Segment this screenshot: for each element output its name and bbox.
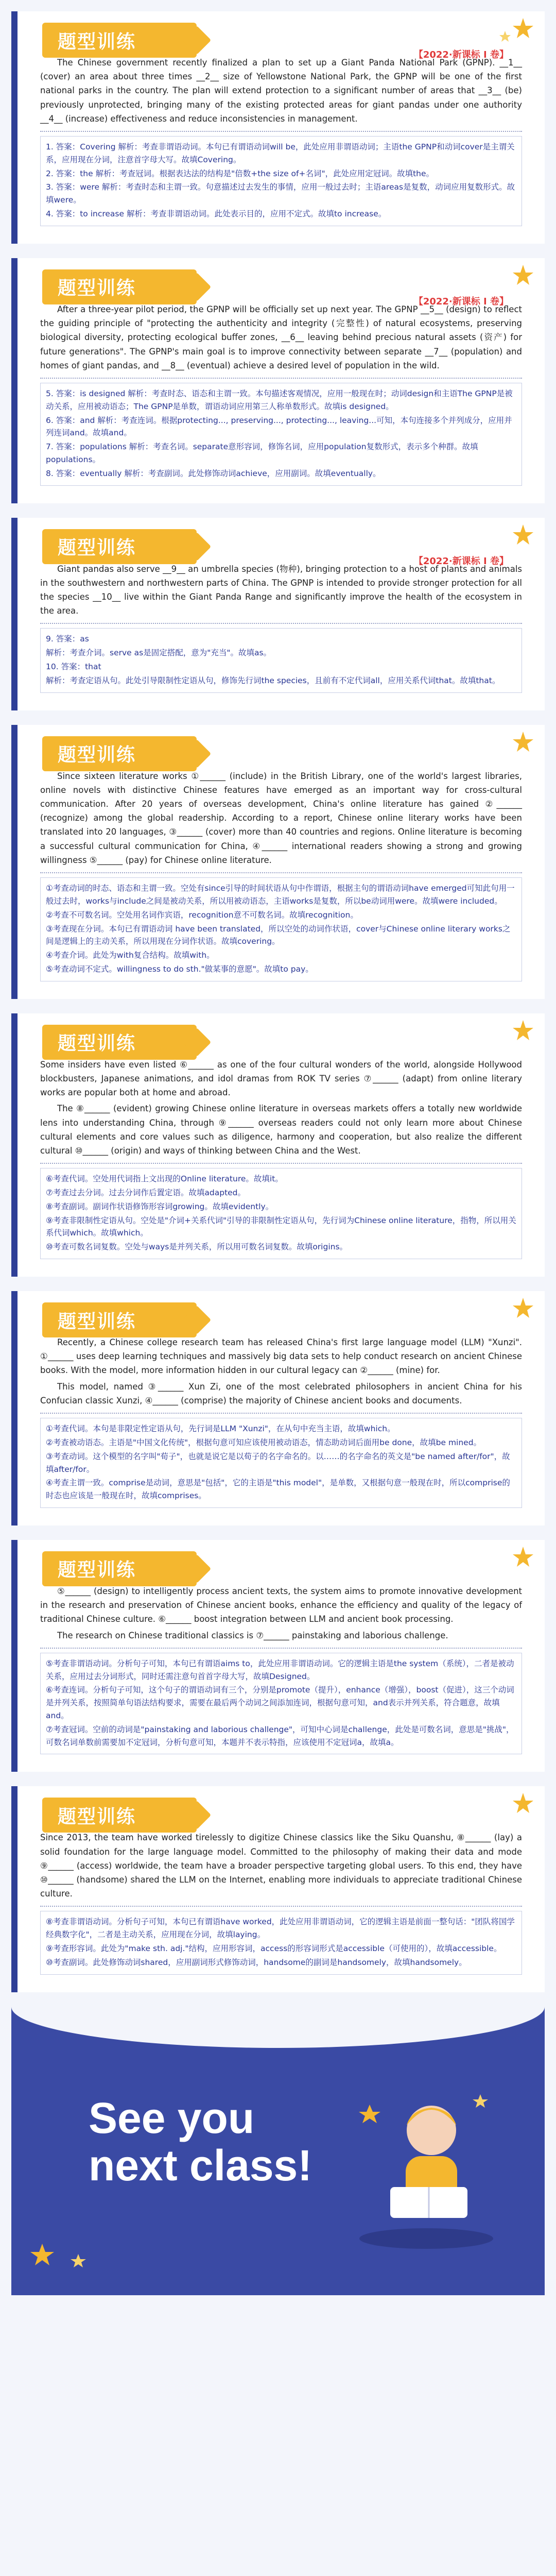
passage-paragraph: Recently, a Chinese college research team has released China's first large language model (LLM) "Xunzi". ①______ uses deep learning techniques and massively big data sets to help conduct research on ancient Chinese books. With the model, more information hidden in our cultural legacy can ②______ (mine) for. xyxy=(40,1337,522,1376)
section-tag: 题型训练 xyxy=(42,1025,197,1060)
answer-box xyxy=(40,1418,522,1508)
stars-decoration-icon xyxy=(27,2239,130,2280)
answer-item: 1. 答案：Covering 解析：考查非谓语动词。本句已有谓语动词will be，此处应用非谓语动词；主语the GPNP和动词cover是主谓关系，应用现在分词，注意首字母大写。故填Covering。 xyxy=(46,142,515,164)
star-decoration-icon xyxy=(492,1544,538,1580)
source-label: 【2022·新课标 I 卷】 xyxy=(413,555,509,567)
star-decoration-icon xyxy=(492,522,538,558)
star-decoration-icon xyxy=(492,1295,538,1331)
answer-item: ⑧考查非谓语动词。分析句子可知，本句已有谓语have worked，此处应用非谓语动词，它的逻辑主语是前面一整句话："团队将国学经典数字化"，二者是主动关系，应用现在分词，故填laying。 xyxy=(46,1917,515,1940)
divider xyxy=(40,1648,522,1649)
passage-paragraph: This model, named ③______ Xun Zi, one of the most celebrated philosophers in ancient China for his Confucian classic Xunzi, ④______ (comprise) the majority of Chinese ancient books and documents. xyxy=(40,1381,522,1405)
answer-item: ③考查现在分词。本句已有谓语动词 have been translated，所以空处的动词作状语，cover与Chinese online literary works之间是逻辑上的主动关系，所以用现在分词作状语。故填covering。 xyxy=(46,924,511,946)
answer-item: ⑥考查连词。分析句子可知，这个句子的谓语动词有三个，分别是promote（提升），enhance（增强），boost（促进），这三个动词是并列关系，按照简单句语法结构要求，需要在最后两个动词之间添加连词，根据句意可知，and表示并列关系，符合题意，故填and。 xyxy=(46,1685,514,1720)
answer-item: ③考查动词。这个模型的名字叫"荀子"，也就是说它是以荀子的名字命名的。以……的名字命名的英文是"be named after/for"，故填after/for。 xyxy=(46,1451,510,1474)
closing-line-2: next class! xyxy=(89,2141,312,2190)
divider xyxy=(40,1413,522,1414)
closing-line-1: See you xyxy=(89,2093,255,2142)
passage-paragraph: The Chinese government recently finalized a plan to set up a Giant Panda National Park (GPNP). __1__ (cover) an area about three times __2__ size of Yellowstone National Park, the GPNP will be one of the first national parks in the country. The plan will extend protection to a significant number of areas that __3__ (be) previously unprotected, bringing many of the existing protected areas for giant pandas under one authority __4__ (increase) effectiveness and reduce inconsistencies in management. xyxy=(40,58,522,124)
star-decoration-icon xyxy=(492,1790,538,1826)
answer-box xyxy=(40,383,522,486)
answer-item: ⑦考查过去分词。过去分词作后置定语。故填adapted。 xyxy=(46,1188,246,1198)
section-tag: 题型训练 xyxy=(42,736,197,771)
passage-paragraph: Giant pandas also serve __9__ an umbrella species (物种), bringing protection to a host of plants and animals in the southwestern and northwestern parts of China. The GPNP is intended to provide stronger protection for all the species __10__ live within the Giant Panda Range and significantly improve the health of the ecosystem in the area. xyxy=(40,564,522,616)
star-decoration-icon xyxy=(492,262,538,298)
passage-paragraph: The research on Chinese traditional classics is ⑦______ painstaking and laborious challenge. xyxy=(57,1630,448,1640)
answer-item: ①考查代词。本句是非限定性定语从句，先行词是LLM "Xunzi"，在从句中充当主语，故填which。 xyxy=(46,1424,395,1434)
exercise-section-7 xyxy=(11,1540,545,1772)
answer-item: 10. 答案：that xyxy=(46,662,101,672)
answer-item: ⑨考查非限制性定语从句。空处是"介词+关系代词"引导的非限制性定语从句，先行词为Chinese online literature，指物，所以用关系代词which。故填which。 xyxy=(46,1215,516,1238)
divider xyxy=(40,1906,522,1907)
passage-paragraph: After a three-year pilot period, the GPNP will be officially set up next year. The GPNP __5__ (design) to reflect the guiding principle of "protecting the authenticity and integrity (完整性) of natural ecosystems, preserving biological diversity, protecting ecological buffer zones, __6__ leaving behind precious natural assets (资产) for future generations". The GPNP's main goal is to improve connectivity between separate __7__ (population) and homes of giant pandas, and __8__ (eventual) achieve a desired level of population in the wild. xyxy=(40,304,522,370)
exercise-section-3 xyxy=(11,518,545,710)
answer-item: ⑦考查冠词。空前的动词是"painstaking and laborious challenge"，可知中心词是challenge，此处是可数名词，意思是"挑战"，可数名词单数前需要加不定冠词，分析句意可知，本题并不表示特指，应该使用不定冠词a，故填a。 xyxy=(46,1724,514,1747)
answer-item: ⑩考查副词。此处修饰动词shared，应用副词形式修饰动词，handsome的副词是handsomely，故填handsomely。 xyxy=(46,1957,467,1967)
answer-box xyxy=(40,628,522,692)
section-tag: 题型训练 xyxy=(42,529,197,564)
star-decoration-icon xyxy=(492,15,538,52)
answer-item: ⑨考查形容词。此处为"make sth. adj."结构，应用形容词，access的形容词形式是accessible（可使用的），故填accessible。 xyxy=(46,1944,502,1954)
exercise-section-2 xyxy=(11,258,545,503)
exercise-section-4 xyxy=(11,725,545,999)
closing-title xyxy=(89,2094,312,2190)
divider xyxy=(40,1163,522,1164)
section-tag: 题型训练 xyxy=(42,1551,197,1586)
section-tag: 题型训练 xyxy=(42,1798,197,1833)
answer-item: 2. 答案：the 解析：考查冠词。根据表达法的结构是"倍数+the size of+名词"，此处应用定冠词。故填the。 xyxy=(46,168,435,178)
answer-item: 3. 答案：were 解析：考查时态和主谓一致。句意描述过去发生的事情，应用一般过去时；主语areas是复数，动词应用复数形式。故填were。 xyxy=(46,182,515,205)
passage-paragraph: Some insiders have even listed ⑥______ as one of the four cultural wonders of the world, alongside Hollywood blockbusters, Japanese animations, and idol dramas from ROK TV series ⑦______ (adapt) from online literary works are popular both at home and abroad. xyxy=(40,1059,522,1098)
student-reading-illustration-icon xyxy=(349,2084,503,2254)
divider xyxy=(40,131,522,132)
answer-item: ①考查动词的时态、语态和主谓一致。空处有since引导的时间状语从句中作谓语，根据主句的谓语动词have emerged可知此句用一般过去时，works与include之间是被动关系，所以用被动语态，主语works是复数，所以be动词用were。故填were included。 xyxy=(46,884,515,906)
answer-item: ⑧考查副词。副词作状语修饰形容词growing。故填evidently。 xyxy=(46,1201,274,1211)
divider xyxy=(40,378,522,379)
answer-item: 5. 答案：is designed 解析：考查时态、语态和主谓一致。本句描述客观情况，应用一般现在时；动词design和主语The GPNP是被动关系，应用被动语态；The GPNP是单数，谓语动词应用第三人称单数形式。故填is designed。 xyxy=(46,388,513,411)
source-label: 【2022·新课标 I 卷】 xyxy=(413,49,509,60)
source-label: 【2022·新课标 I 卷】 xyxy=(413,296,509,307)
divider xyxy=(40,872,522,873)
answer-item: 8. 答案：eventually 解析：考查副词。此处修饰动词achieve，应用副词。故填eventually。 xyxy=(46,468,381,478)
wave-shape xyxy=(11,2007,545,2048)
answer-item: 4. 答案：to increase 解析：考查非谓语动词。此处表示目的，应用不定式。故填to increase。 xyxy=(46,209,387,219)
answer-box xyxy=(40,1911,522,1974)
answer-box xyxy=(40,877,522,981)
section-tag: 题型训练 xyxy=(42,23,197,58)
answer-item: ⑥考查代词。空处用代词指上文出现的Online literature。故填it。 xyxy=(46,1174,283,1184)
answer-item: 6. 答案：and 解析：考查连词。根据protecting..., preserving..., protecting..., leaving...可知，本句连接多个并列成分，应用并列连词and。故填and。 xyxy=(46,415,512,438)
star-decoration-icon xyxy=(492,1018,538,1054)
answer-item: ⑩考查可数名词复数。空处与ways是并列关系，所以用可数名词复数。故填origins。 xyxy=(46,1242,348,1252)
answer-item: ④考查介词。此处为with复合结构。故填with。 xyxy=(46,951,215,960)
answer-item: ②考查不可数名词。空处用名词作宾语，recognition意不可数名词。故填recognition。 xyxy=(46,910,358,920)
answer-item: ⑤考查动词不定式。willingness to do sth."做某事的意愿"。故填to pay。 xyxy=(46,964,314,974)
closing-banner xyxy=(11,2007,545,2295)
answer-item: 7. 答案：populations 解析：考查名词。separate意形容词，修饰名词，应用population复数形式，表示多个种群。故填populations。 xyxy=(46,442,478,464)
exercise-section-1 xyxy=(11,11,545,244)
exercise-section-5 xyxy=(11,1013,545,1277)
answer-item: 9. 答案：as xyxy=(46,634,89,644)
answer-item: ②考查被动语态。主语是"中国文化传统"，根据句意可知应该使用被动语态，情态助动词后面用be done，故填be mined。 xyxy=(46,1437,482,1447)
document xyxy=(0,11,556,2295)
divider xyxy=(40,623,522,624)
star-decoration-icon xyxy=(492,729,538,765)
passage-paragraph: The ⑧______ (evident) growing Chinese online literature in overseas markets offers a totally new worldwide lens into understanding China, through ⑨______ overseas readers could not only learn more about Chinese cultural elements and core values such as diligence, harmony and cooperation, but also realize the different cultural ⑩______ (origin) and ways of thinking between China and the West. xyxy=(40,1104,522,1156)
passage-paragraph: Since sixteen literature works ①______ (include) in the British Library, one of the world's largest libraries, online novels with distinctive Chinese features have emerged as an important way for cross-cultural communication. After 20 years of overseas development, China's online literature has gained ②______ (recognize) among the global readership. According to a report, Chinese online literary works have been translated into 20 languages, ③______ (cover) more than 40 countries and regions. Online literature is becoming a successful cultural communication for China, ④______ international readers showing a strong and growing willingness ⑤______ (pay) for Chinese online literature. xyxy=(40,771,522,865)
section-tag: 题型训练 xyxy=(42,269,197,304)
answer-box xyxy=(40,136,522,226)
passage-paragraph: Since 2013, the team have worked tirelessly to digitize Chinese classics like the Siku Quanshu, ⑧______ (lay) a solid foundation for the large language model. Committed to the philosophy of making their data and mode ⑨______ (access) worldwide, the team have a broader perspective targeting global users. To this end, they have ⑩______ (handsome) shared the LLM on the Internet, enabling more individuals to appreciate traditional Chinese culture. xyxy=(40,1833,522,1899)
answer-box xyxy=(40,1168,522,1259)
section-tag: 题型训练 xyxy=(42,1302,197,1337)
answer-box xyxy=(40,1653,522,1755)
answer-item: ④考查主谓一致。comprise是动词，意思是"包括"，它的主语是"this model"，是单数，又根据句意一般现在时，所以comprise的时态也应该是一般现在时，故填comprises。 xyxy=(46,1478,510,1501)
answer-item: 解析：考查介词。serve as是固定搭配，意为"充当"。故填as。 xyxy=(46,648,272,658)
answer-item: ⑤考查非谓语动词。分析句子可知，本句已有谓语aims to，此处应用非谓语动词。它的逻辑主语是the system（系统），二者是被动关系，应用过去分词形式，同时还需注意句首首字母大写，故填Designed。 xyxy=(46,1658,514,1681)
exercise-section-6 xyxy=(11,1291,545,1526)
answer-item: 解析：考查定语从句。此处引导限制性定语从句，修饰先行词the species，且前有不定代词all，应用关系代词that。故填that。 xyxy=(46,675,500,685)
exercise-section-8 xyxy=(11,1786,545,1992)
passage-paragraph: ⑤______ (design) to intelligently process ancient texts, the system aims to promote innovative development in the research and preservation of Chinese ancient books, enhance the efficiency and quality of the legacy of traditional Chinese culture. ⑥______ boost integration between LLM and ancient book processing. xyxy=(40,1586,522,1624)
